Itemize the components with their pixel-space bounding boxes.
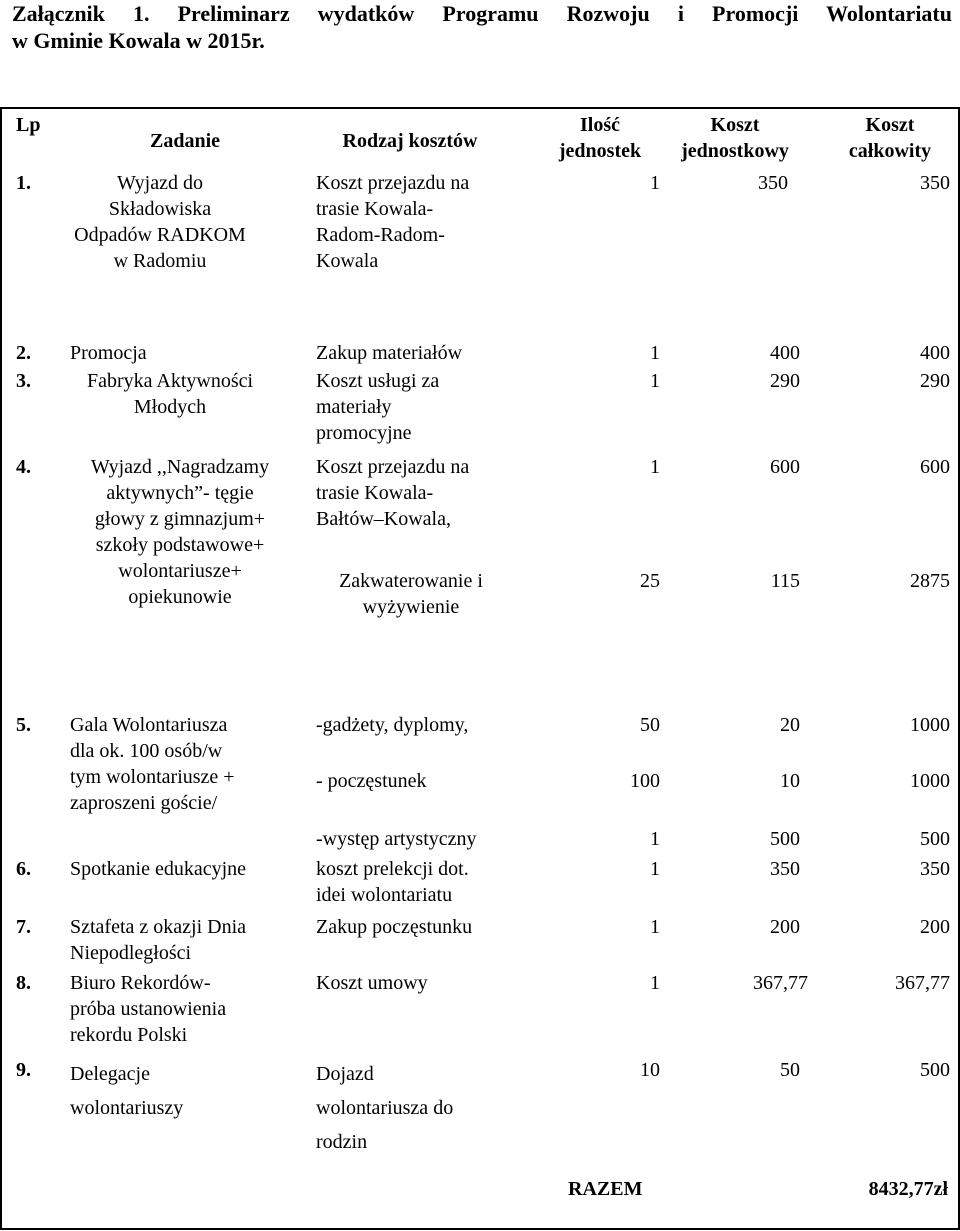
row1-calk: 350 xyxy=(920,172,950,194)
row4-ilosc-a: 1 xyxy=(650,456,660,478)
row7-calk: 200 xyxy=(920,916,950,938)
row4-rodzaj-b: Zakwaterowanie i wyżywienie xyxy=(339,570,483,618)
row4-lp: 4. xyxy=(16,456,31,478)
row5-calk-a: 1000 xyxy=(910,714,950,736)
row4-jedn-a: 600 xyxy=(770,456,800,478)
row9-jedn: 50 xyxy=(780,1059,800,1081)
row6-calk: 350 xyxy=(920,858,950,880)
row6-ilosc: 1 xyxy=(650,858,660,880)
row3-rodzaj: Koszt usługi za materiały promocyjne xyxy=(316,370,440,444)
row8-zadanie: Biuro Rekordów- próba ustanowienia rekordu Polski xyxy=(70,972,227,1046)
row7-jedn: 200 xyxy=(770,916,800,938)
row7-zadanie: Sztafeta z okazji Dnia Niepodległości xyxy=(70,916,247,964)
row6-jedn: 350 xyxy=(770,858,800,880)
row1-lp: 1. xyxy=(16,172,31,194)
row8-lp: 8. xyxy=(16,972,31,994)
row5-zadanie: Gala Wolontariusza dla ok. 100 osób/w tym wolontariusze + zaproszeni goście/ xyxy=(70,714,235,814)
row1-rodzaj: Koszt przejazdu na trasie Kowala- Radom-Radom- Kowala xyxy=(316,172,470,272)
row3-calk: 290 xyxy=(920,370,950,392)
document-title xyxy=(12,0,952,54)
row9-zadanie: Delegacje wolontariuszy xyxy=(70,1063,184,1119)
row6-zadanie: Spotkanie edukacyjne xyxy=(70,858,247,880)
row2-rodzaj: Zakup materiałów xyxy=(316,342,463,364)
total-label: RAZEM xyxy=(568,1178,643,1200)
row5-rodzaj-c: -występ artystyczny xyxy=(316,828,477,850)
row4-jedn-b: 115 xyxy=(770,570,800,592)
row7-rodzaj: Zakup poczęstunku xyxy=(316,916,473,938)
row4-rodzaj-a: Koszt przejazdu na trasie Kowala- Bałtów–Kowala, xyxy=(316,456,470,530)
row2-ilosc: 1 xyxy=(650,342,660,364)
row9-rodzaj: Dojazd wolontariusza do rodzin xyxy=(316,1063,454,1153)
row9-calk: 500 xyxy=(920,1059,950,1081)
row8-jedn: 367,77 xyxy=(753,972,808,994)
row4-calk-b: 2875 xyxy=(910,570,950,592)
row5-calk-c: 500 xyxy=(920,828,950,850)
row5-ilosc-b: 100 xyxy=(630,770,660,792)
header-lp: Lp xyxy=(16,114,41,136)
row3-ilosc: 1 xyxy=(650,370,660,392)
total-value: 8432,77zł xyxy=(868,1178,948,1200)
row8-calk: 367,77 xyxy=(895,972,950,994)
row1-zadanie: Wyjazd do Składowiska Odpadów RADKOM w Radomiu xyxy=(74,172,246,272)
header-ilosc: Ilość jednostek xyxy=(558,114,642,162)
row5-rodzaj-b: - poczęstunek xyxy=(316,770,427,792)
row7-lp: 7. xyxy=(16,916,31,938)
row8-ilosc: 1 xyxy=(650,972,660,994)
row5-rodzaj-a: -gadżety, dyplomy, xyxy=(316,714,469,736)
title-line-2: w Gminie Kowala w 2015r. xyxy=(12,28,265,53)
row5-ilosc-a: 50 xyxy=(640,714,660,736)
row9-ilosc: 10 xyxy=(640,1059,660,1081)
row5-jedn-a: 20 xyxy=(780,714,800,736)
row4-ilosc-b: 25 xyxy=(640,570,660,592)
row5-calk-b: 1000 xyxy=(910,770,950,792)
row6-rodzaj: koszt prelekcji dot. idei wolontariatu xyxy=(316,858,469,906)
row9-lp: 9. xyxy=(16,1059,31,1081)
row1-jedn: 350 xyxy=(758,172,788,194)
row1-ilosc: 1 xyxy=(650,172,660,194)
row3-jedn: 290 xyxy=(770,370,800,392)
header-rodzaj: Rodzaj kosztów xyxy=(342,130,478,152)
header-koszt-jednostkowy: Koszt jednostkowy xyxy=(681,114,789,162)
header-zadanie: Zadanie xyxy=(149,130,221,152)
row2-jedn: 400 xyxy=(770,342,800,364)
row3-lp: 3. xyxy=(16,370,31,392)
title-line-1: Załącznik 1. Preliminarz wydatków Programu Rozwoju i Promocji Wolontariatu xyxy=(12,1,952,26)
row2-calk: 400 xyxy=(920,342,950,364)
row5-jedn-c: 500 xyxy=(770,828,800,850)
row2-zadanie: Promocja xyxy=(70,342,147,364)
row5-lp: 5. xyxy=(16,714,31,736)
row7-ilosc: 1 xyxy=(650,916,660,938)
header-koszt-calkowity: Koszt całkowity xyxy=(848,114,932,162)
row4-zadanie: Wyjazd ,,Nagradzamy aktywnych”- tęgie głowy z gimnazjum+ szkoły podstawowe+ wolontariusze+ opiekunowie xyxy=(90,456,270,608)
row5-ilosc-c: 1 xyxy=(650,828,660,850)
row6-lp: 6. xyxy=(16,858,31,880)
row3-zadanie: Fabryka Aktywności Młodych xyxy=(86,370,254,418)
row8-rodzaj: Koszt umowy xyxy=(316,972,428,994)
row5-jedn-b: 10 xyxy=(780,770,800,792)
row2-lp: 2. xyxy=(16,342,31,364)
row4-calk-a: 600 xyxy=(920,456,950,478)
